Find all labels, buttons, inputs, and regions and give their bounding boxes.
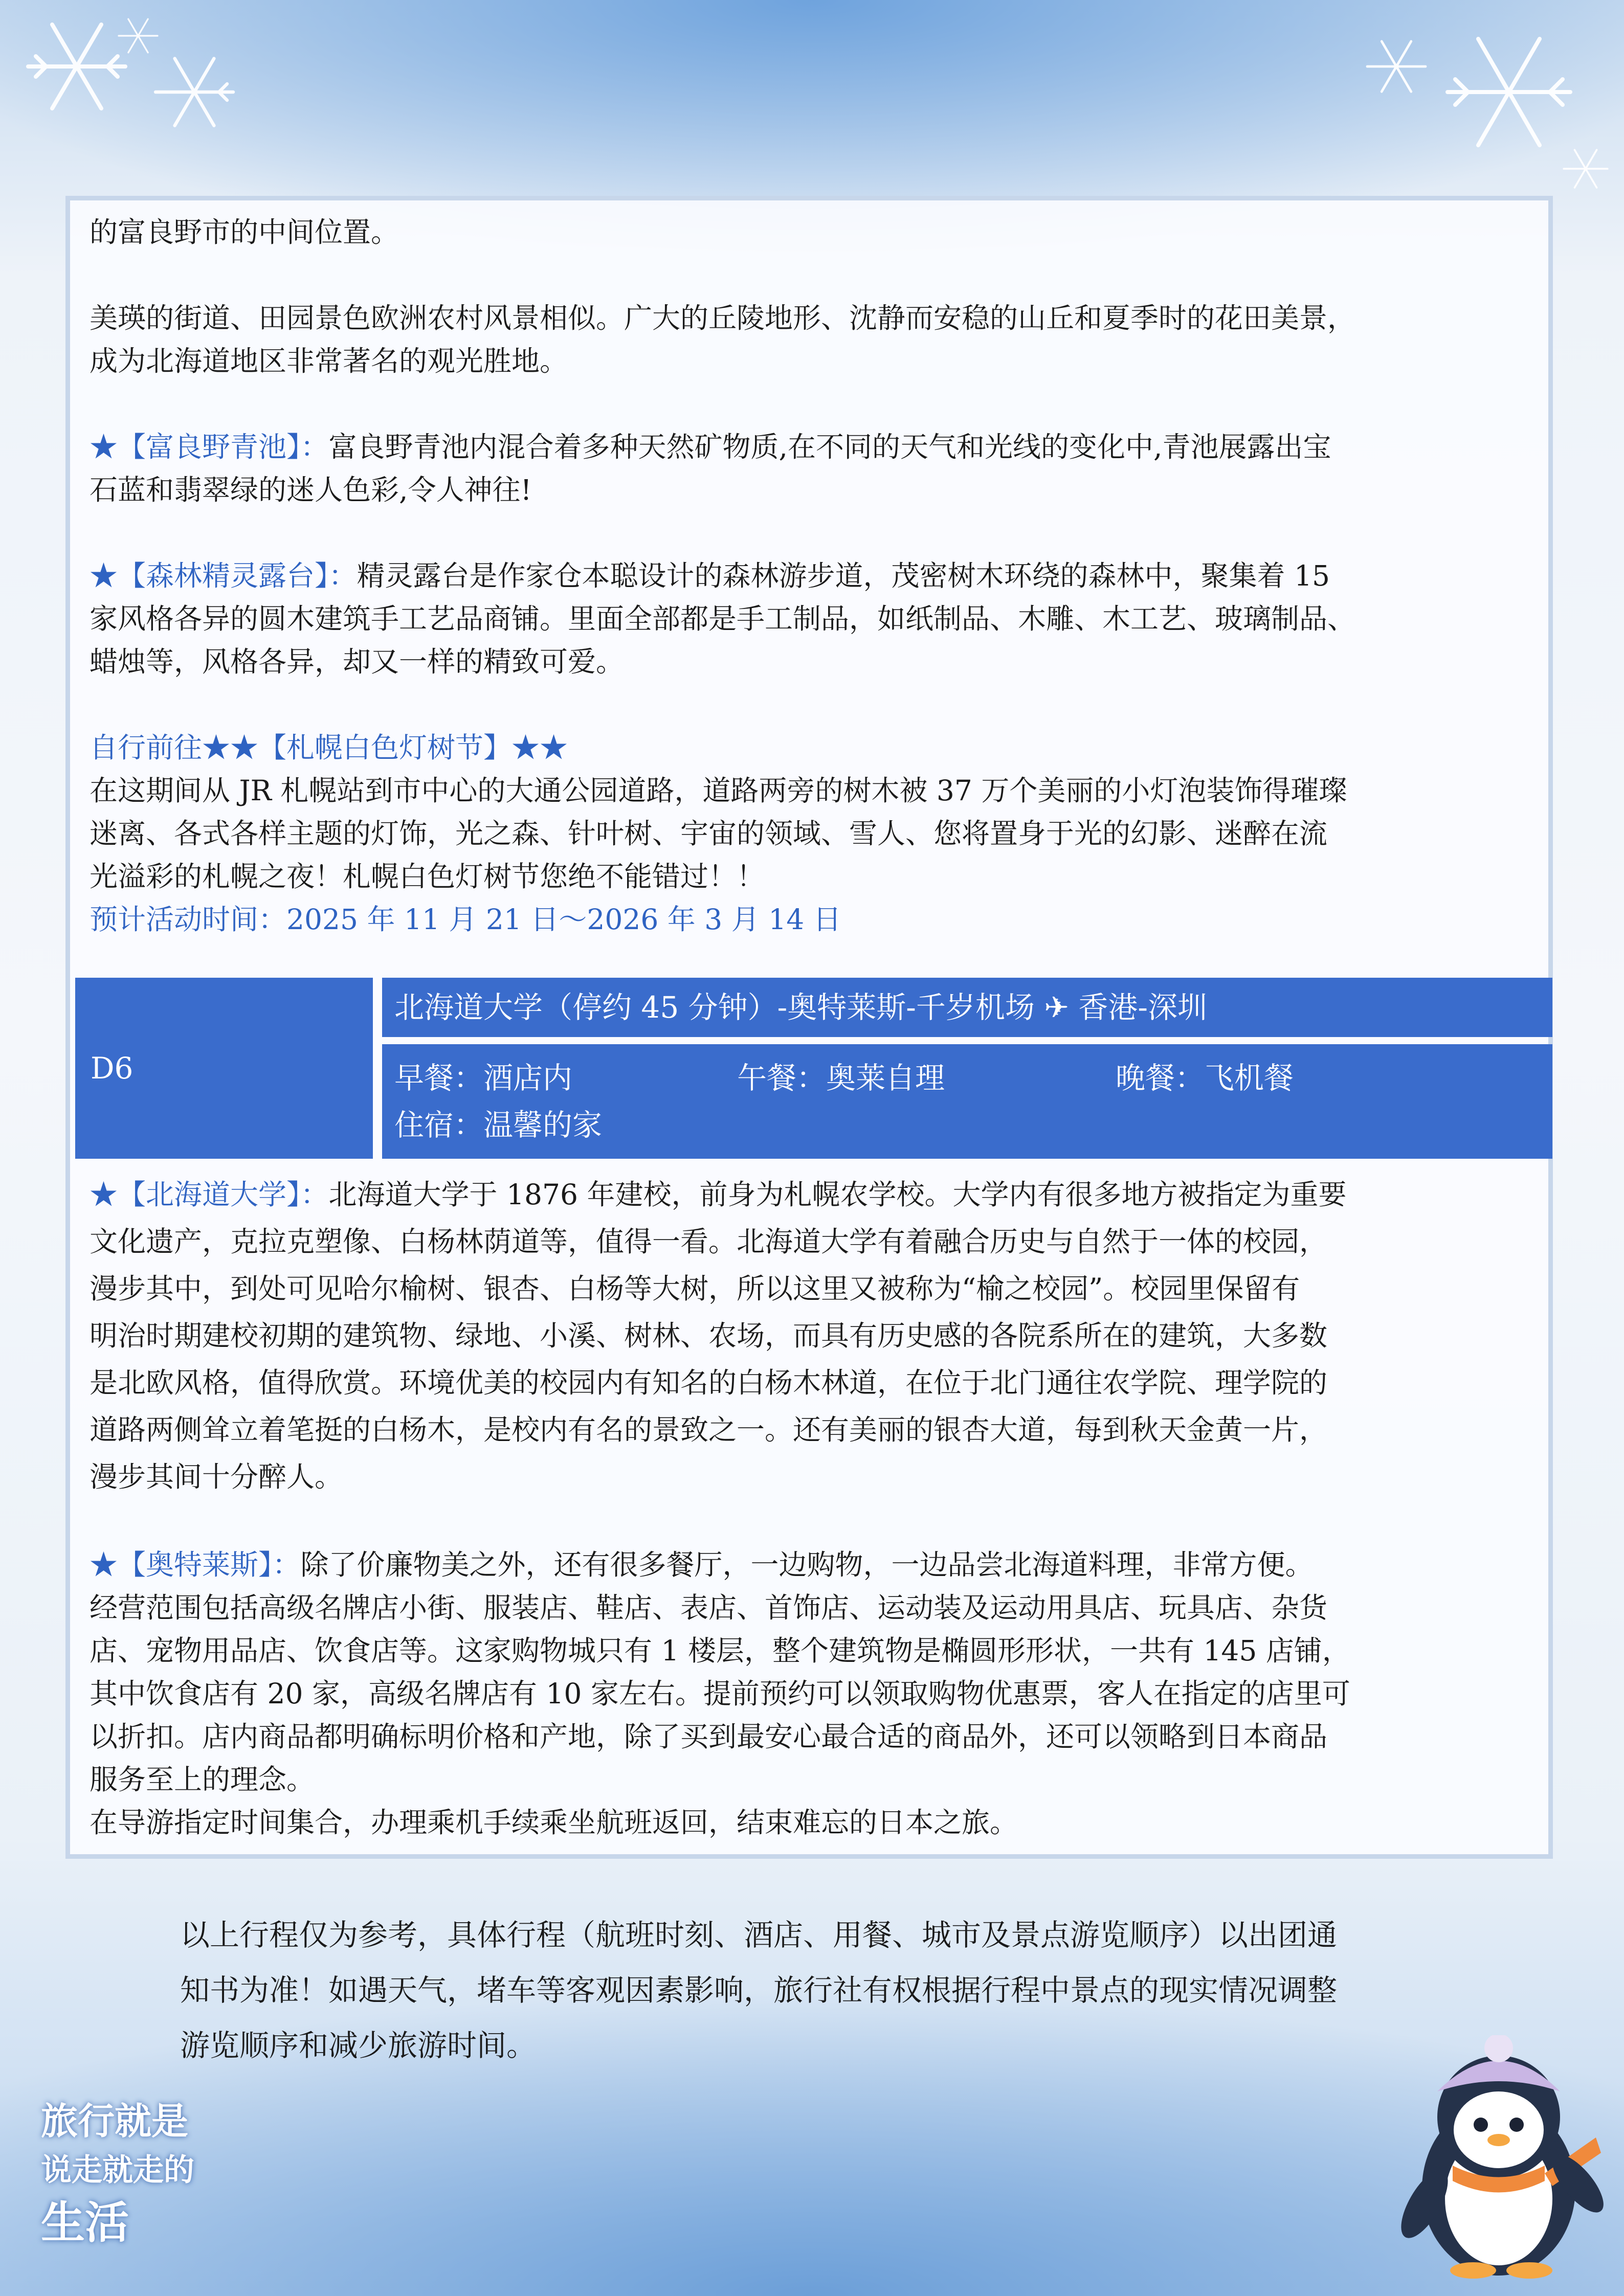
aoike-paragraph (90, 425, 1537, 468)
hokudai-text: 明治时期建校初期的建筑物、绿地、小溪、树林、农场，而具有历史感的各院系所在的建筑，大多数 (90, 1319, 1328, 1352)
lunch: 午餐：奥莱自理 (737, 1061, 945, 1095)
intro-section (90, 211, 1537, 941)
dinner: 晚餐：飞机餐 (1116, 1061, 1294, 1095)
hokudai-text: 漫步其中，到处可见哈尔榆树、银杏、白杨等大树，所以这里又被称为“榆之校园”。校园里保留有 (90, 1272, 1300, 1305)
disclaimer-line: 以上行程仅为参考，具体行程（航班时刻、酒店、用餐、城市及景点游览顺序）以出团通 (180, 1918, 1338, 1952)
day6-section (90, 1171, 1537, 1844)
illumination-period: 预计活动时间：2025 年 11 月 21 日～2026 年 3 月 14 日 (90, 903, 841, 936)
outlet-text: 除了价廉物美之外，还有很多餐厅，一边购物，一边品尝北海道料理，非常方便。 (300, 1548, 1314, 1581)
slogan-line: 生活 (41, 2197, 129, 2248)
slogan-line: 说走就走的 (41, 2152, 194, 2188)
outlet-text: 店、宠物用品店、饮食店等。这家购物城只有 1 楼层，整个建筑物是椭圆形形状，一共有 145 店铺， (90, 1634, 1350, 1667)
outlet-text: 经营范围包括高级名牌店小街、服装店、鞋店、表店、首饰店、运动装及运动用具店、玩具店、杂货 (90, 1591, 1328, 1624)
disclaimer (180, 1907, 1489, 2073)
ningle-text: 家风格各异的圆木建筑手工艺品商铺。里面全部都是手工制品，如纸制品、木雕、木工艺、玻璃制品、 (90, 602, 1356, 635)
outlet-text: 其中饮食店有 20 家，高级名牌店有 10 家左右。提前预约可以领取购物优惠票，客人在指定的店里可 (90, 1677, 1350, 1710)
meal-info (382, 1044, 1552, 1159)
slogan-line: 旅行就是 (41, 2100, 189, 2143)
slogan-logo (41, 2097, 225, 2265)
ningle-text: 精灵露台是作家仓本聪设计的森林游步道，茂密树木环绕的森林中，聚集着 15 (357, 559, 1330, 592)
penguin-mascot-icon (1376, 2035, 1616, 2281)
illumination-text: 迷离、各式各样主题的灯饰，光之森、针叶树、宇宙的领域、雪人、您将置身于光的幻影、迷醉在流 (90, 817, 1328, 850)
hokudai-text: 道路两侧耸立着笔挺的白杨木，是校内有名的景致之一。还有美丽的银杏大道，每到秋天金黄一片， (90, 1413, 1328, 1446)
itinerary-panel (65, 196, 1553, 1859)
ningle-paragraph (90, 554, 1537, 597)
illumination-text: 在这期间从 JR 札幌站到市中心的大通公园道路，道路两旁的树木被 37 万个美丽的小灯泡装饰得璀璨 (90, 774, 1347, 807)
closing-text: 在导游指定时间集合，办理乘机手续乘坐航班返回，结束难忘的日本之旅。 (90, 1806, 1018, 1839)
aoike-title: ★【富良野青池】： (90, 431, 329, 463)
hotel: 住宿：温馨的家 (394, 1108, 603, 1142)
outlet-paragraph (90, 1543, 1537, 1586)
hokudai-title: ★【北海道大学】： (90, 1178, 329, 1211)
intro-line: 的富良野市的中间位置。 (90, 216, 399, 249)
intro-line: 成为北海道地区非常著名的观光胜地。 (90, 345, 568, 377)
outlet-text: 服务至上的理念。 (90, 1763, 315, 1796)
disclaimer-line: 游览顺序和减少旅游时间。 (180, 2028, 537, 2063)
intro-line: 美瑛的街道、田园景色欧洲农村风景相似。广大的丘陵地形、沈静而安稳的山丘和夏季时的花田美景， (90, 302, 1356, 334)
breakfast: 早餐：酒店内 (394, 1061, 573, 1095)
hokudai-text: 文化遗产，克拉克塑像、白杨林荫道等，值得一看。北海道大学有着融合历史与自然于一体的校园， (90, 1225, 1328, 1258)
ningle-title: ★【森林精灵露台】： (90, 559, 357, 592)
day-route: 北海道大学（停约 45 分钟）-奥特莱斯-千岁机场 ✈ 香港-深圳 (382, 978, 1552, 1037)
snowflake-right-icon (1340, 5, 1616, 199)
hokudai-text: 是北欧风格，值得欣赏。环境优美的校园内有知名的白杨木林道，在位于北门通往农学院、理学院的 (90, 1366, 1328, 1399)
day-label: D6 (75, 978, 373, 1159)
hokudai-text: 北海道大学于 1876 年建校，前身为札幌农学校。大学内有很多地方被指定为重要 (328, 1178, 1347, 1211)
aoike-text: 石蓝和翡翠绿的迷人色彩,令人神往! (90, 474, 532, 506)
day6-header (75, 978, 1552, 1162)
hokudai-text: 漫步其间十分醉人。 (90, 1460, 343, 1493)
illumination-title: 自行前往★★【札幌白色灯树节】★★ (90, 731, 568, 764)
outlet-text: 以折扣。店内商品都明确标明价格和产地，除了买到最安心最合适的商品外，还可以领略到日本商品 (90, 1720, 1328, 1753)
disclaimer-line: 知书为准！如遇天气，堵车等客观因素影响，旅行社有权根据行程中景点的现实情况调整 (180, 1973, 1338, 2008)
ningle-text: 蜡烛等，风格各异，却又一样的精致可爱。 (90, 645, 625, 678)
illumination-text: 光溢彩的札幌之夜！札幌白色灯树节您绝不能错过！！ (90, 860, 765, 893)
outlet-title: ★【奥特莱斯】： (90, 1548, 301, 1581)
snowflake-left-icon (10, 5, 276, 174)
aoike-text: 富良野青池内混合着多种天然矿物质,在不同的天气和光线的变化中,青池展露出宝 (328, 431, 1331, 463)
hokudai-paragraph (90, 1171, 1537, 1218)
